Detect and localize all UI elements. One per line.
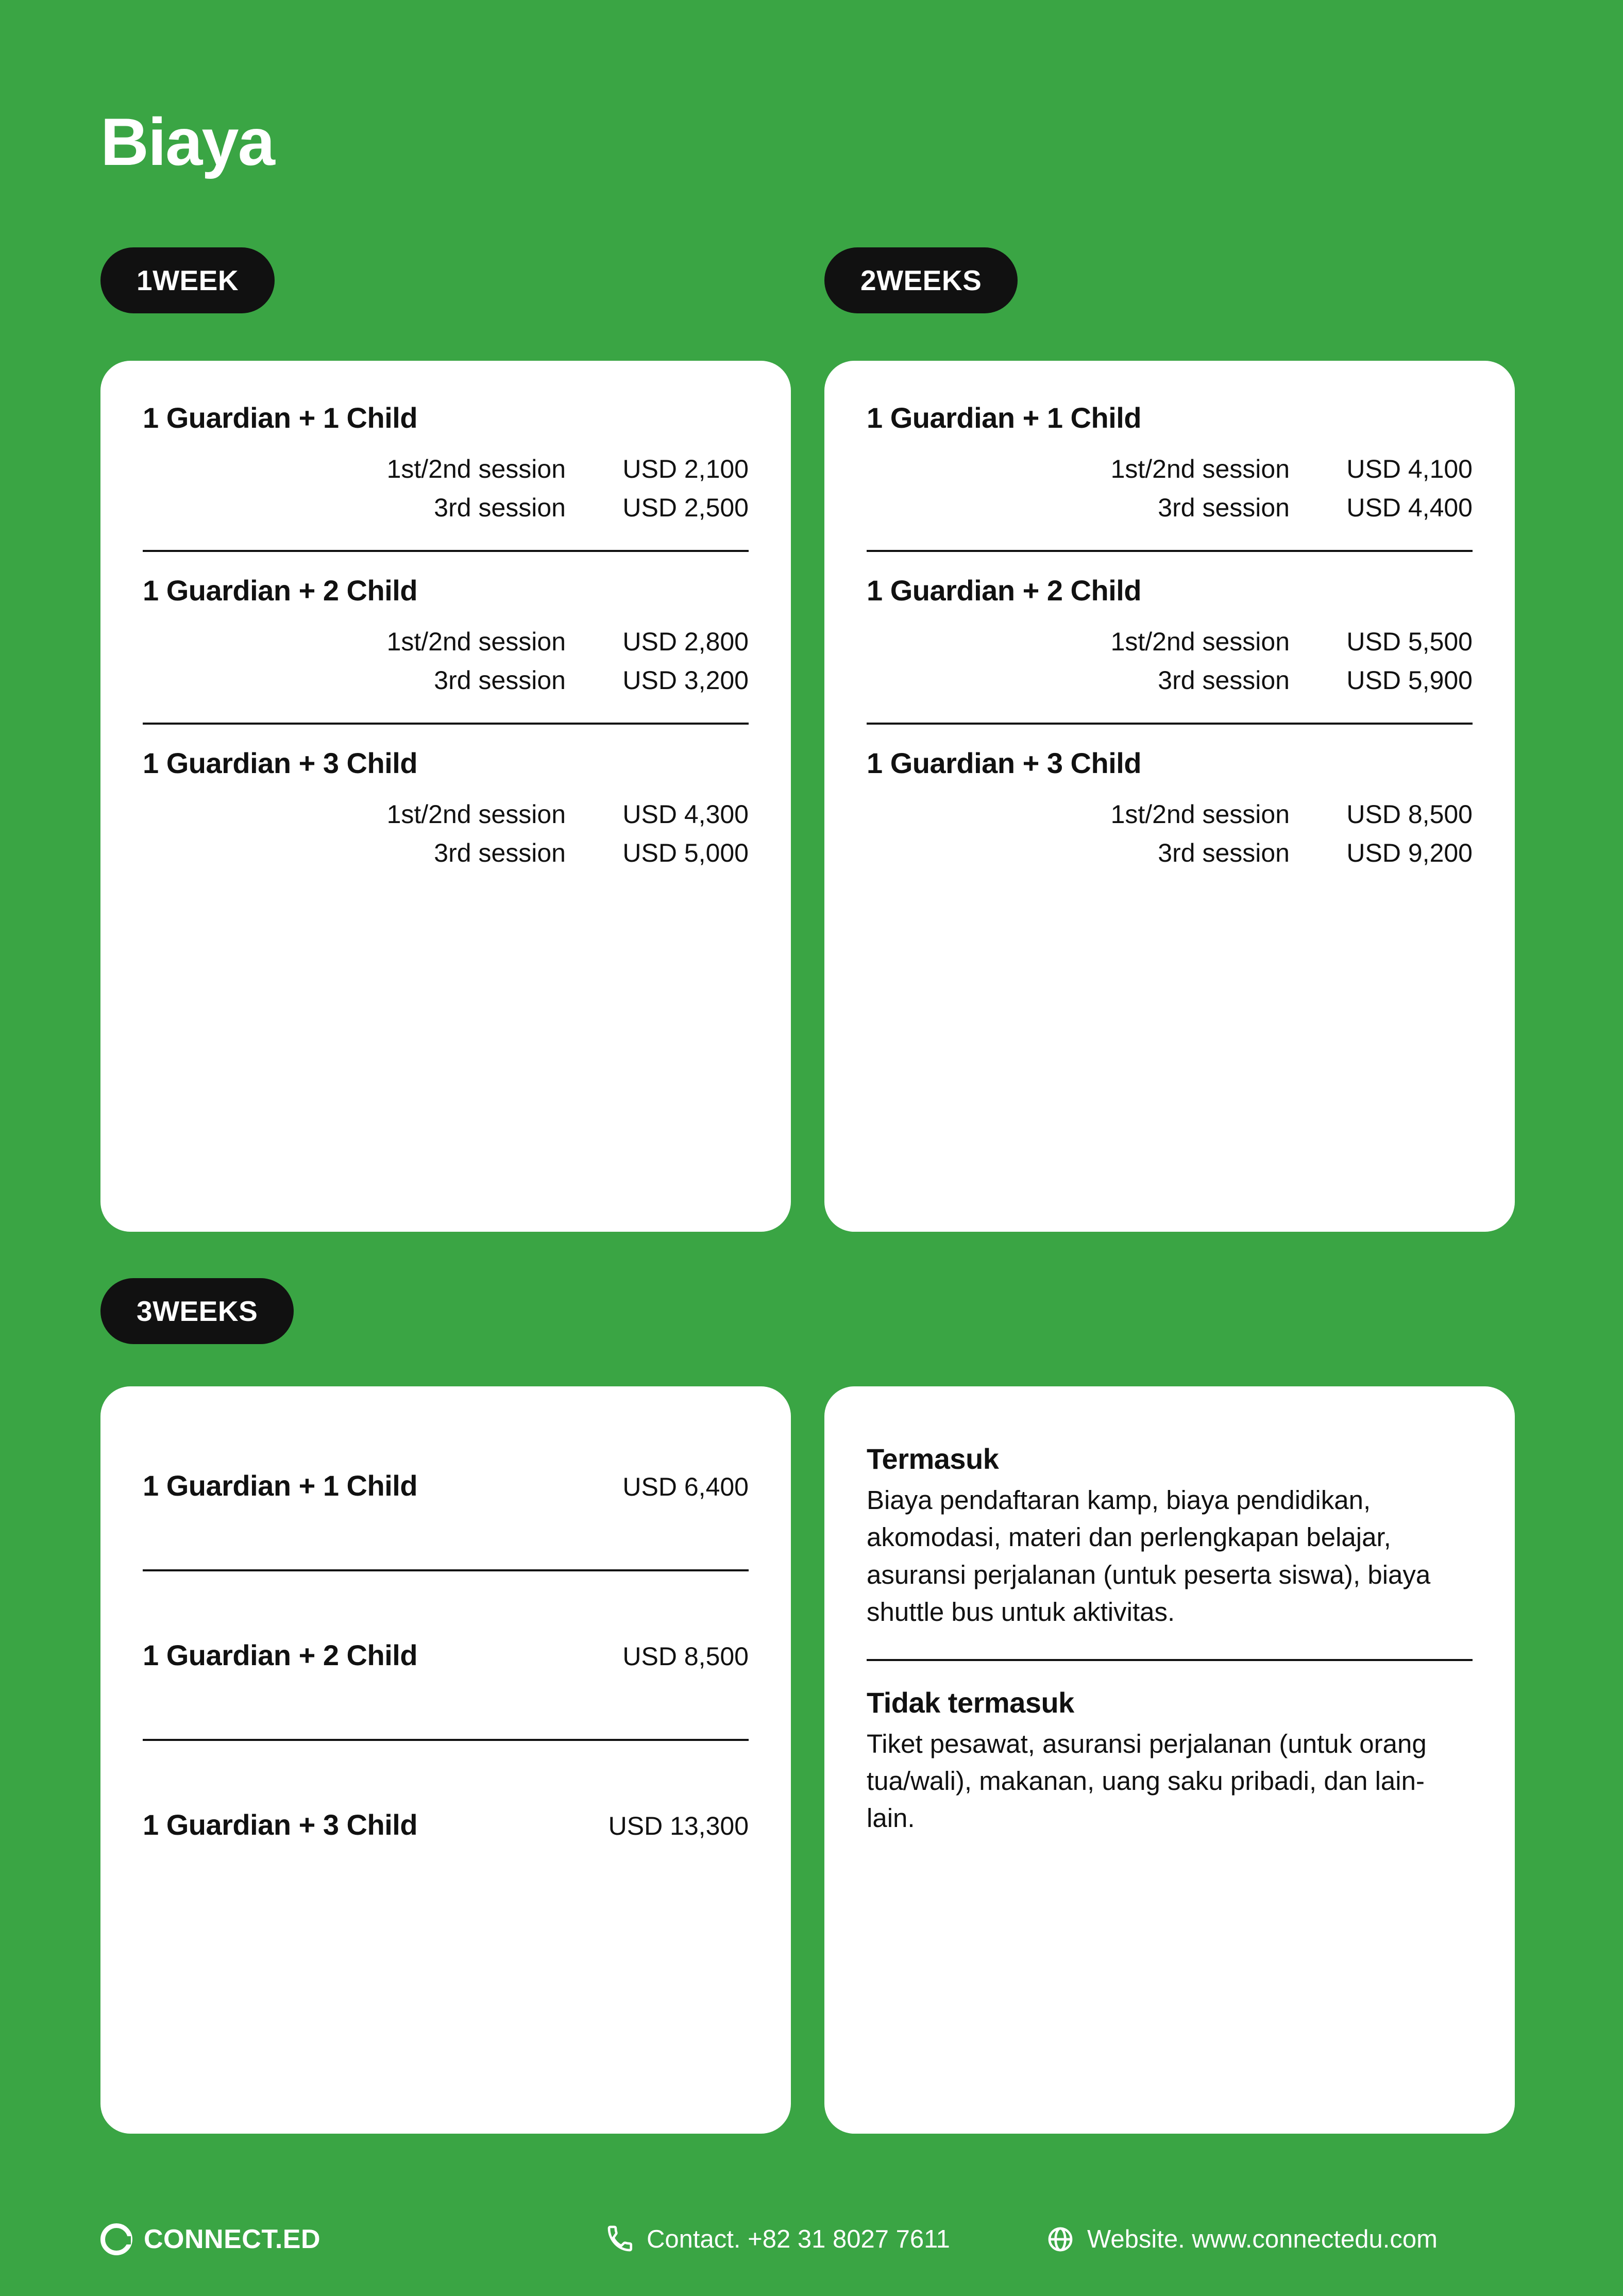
footer-contact xyxy=(605,2225,950,2254)
price-row xyxy=(143,1638,749,1672)
group-title: 1 Guardian + 3 Child xyxy=(143,747,418,779)
group-title: 1 Guardian + 3 Child xyxy=(867,747,1142,779)
brand-logo xyxy=(100,2223,320,2255)
price-row-label: 1st/2nd session xyxy=(1110,455,1290,483)
price-row xyxy=(867,489,1473,527)
page-title: Biaya xyxy=(100,104,274,179)
price-row-value: USD 5,000 xyxy=(622,839,749,867)
price-row-value: USD 2,100 xyxy=(622,455,749,483)
price-row-label: 1st/2nd session xyxy=(1110,800,1290,829)
divider xyxy=(143,1739,749,1741)
phone-icon xyxy=(605,2225,634,2254)
globe-icon xyxy=(1046,2225,1075,2254)
price-row-label: 1st/2nd session xyxy=(1110,627,1290,656)
divider xyxy=(143,1569,749,1571)
included-body: Biaya pendaftaran kamp, biaya pendidikan, akomodasi, materi dan perlengkapan belajar, asuransi perjalanan (untuk peserta siswa), biaya shuttle bus untuk aktivitas. xyxy=(867,1485,1431,1627)
price-row-value: USD 4,400 xyxy=(1346,493,1473,522)
price-row xyxy=(867,661,1473,700)
badge-3weeks: 3WEEKS xyxy=(100,1278,294,1344)
price-row xyxy=(143,450,749,489)
price-row xyxy=(867,623,1473,661)
price-row-value: USD 6,400 xyxy=(622,1472,749,1501)
price-rows xyxy=(867,450,1473,527)
included-heading: Termasuk xyxy=(867,1443,999,1475)
price-row-value: USD 4,300 xyxy=(622,800,749,829)
price-row-value: USD 5,500 xyxy=(1346,627,1473,656)
card-inclusions xyxy=(824,1386,1515,2134)
divider xyxy=(867,723,1473,725)
price-row-label: 3rd session xyxy=(434,839,566,867)
website-label: Website. www.connectedu.com xyxy=(1087,2225,1438,2253)
price-row-value: USD 2,500 xyxy=(622,493,749,522)
price-rows xyxy=(867,623,1473,700)
price-row-value: USD 2,800 xyxy=(622,627,749,656)
price-row xyxy=(143,661,749,700)
price-row-label: 1 Guardian + 3 Child xyxy=(143,1808,418,1841)
brand-name: CONNECT.ED xyxy=(144,2224,321,2254)
price-row-value: USD 13,300 xyxy=(608,1812,749,1840)
badge-1week: 1WEEK xyxy=(100,247,275,313)
price-row-label: 3rd session xyxy=(1158,493,1290,522)
card-1week xyxy=(100,361,791,1232)
price-row xyxy=(143,834,749,873)
price-row-value: USD 8,500 xyxy=(1346,800,1473,829)
price-row xyxy=(143,795,749,834)
connected-logo-icon xyxy=(100,2223,132,2255)
price-row-value: USD 4,100 xyxy=(1346,455,1473,483)
price-row xyxy=(143,623,749,661)
price-row xyxy=(867,450,1473,489)
excluded-heading: Tidak termasuk xyxy=(867,1686,1074,1719)
divider xyxy=(143,550,749,552)
price-rows xyxy=(867,795,1473,873)
price-row-value: USD 5,900 xyxy=(1346,666,1473,695)
price-row-value: USD 9,200 xyxy=(1346,839,1473,867)
price-row-label: 1st/2nd session xyxy=(386,627,566,656)
price-row-label: 1 Guardian + 1 Child xyxy=(143,1469,418,1502)
footer xyxy=(0,2183,1623,2296)
price-row-label: 3rd session xyxy=(434,666,566,695)
card-3weeks xyxy=(100,1386,791,2134)
price-row xyxy=(143,1808,749,1841)
price-row xyxy=(867,834,1473,873)
footer-website xyxy=(1046,2225,1438,2254)
price-rows xyxy=(143,450,749,527)
group-title: 1 Guardian + 1 Child xyxy=(143,401,418,434)
price-row-label: 3rd session xyxy=(434,493,566,522)
price-row-label: 1st/2nd session xyxy=(386,455,566,483)
group-title: 1 Guardian + 2 Child xyxy=(867,574,1142,607)
price-row-value: USD 8,500 xyxy=(622,1642,749,1671)
card-2weeks xyxy=(824,361,1515,1232)
price-row-label: 1 Guardian + 2 Child xyxy=(143,1639,418,1671)
divider xyxy=(867,550,1473,552)
divider xyxy=(143,723,749,725)
price-row-value: USD 3,200 xyxy=(622,666,749,695)
excluded-body: Tiket pesawat, asuransi perjalanan (untuk orang tua/wali), makanan, uang saku pribadi, dan lain-lain. xyxy=(867,1729,1427,1833)
group-title: 1 Guardian + 2 Child xyxy=(143,574,418,607)
price-row xyxy=(143,489,749,527)
contact-label: Contact. +82 31 8027 7611 xyxy=(647,2225,950,2253)
price-rows xyxy=(143,795,749,873)
price-row xyxy=(867,795,1473,834)
group-title: 1 Guardian + 1 Child xyxy=(867,401,1142,434)
price-row-label: 3rd session xyxy=(1158,666,1290,695)
badge-2weeks: 2WEEKS xyxy=(824,247,1018,313)
price-rows xyxy=(143,623,749,700)
price-row-label: 3rd session xyxy=(1158,839,1290,867)
divider xyxy=(867,1659,1473,1661)
price-row-label: 1st/2nd session xyxy=(386,800,566,829)
price-row xyxy=(143,1469,749,1502)
